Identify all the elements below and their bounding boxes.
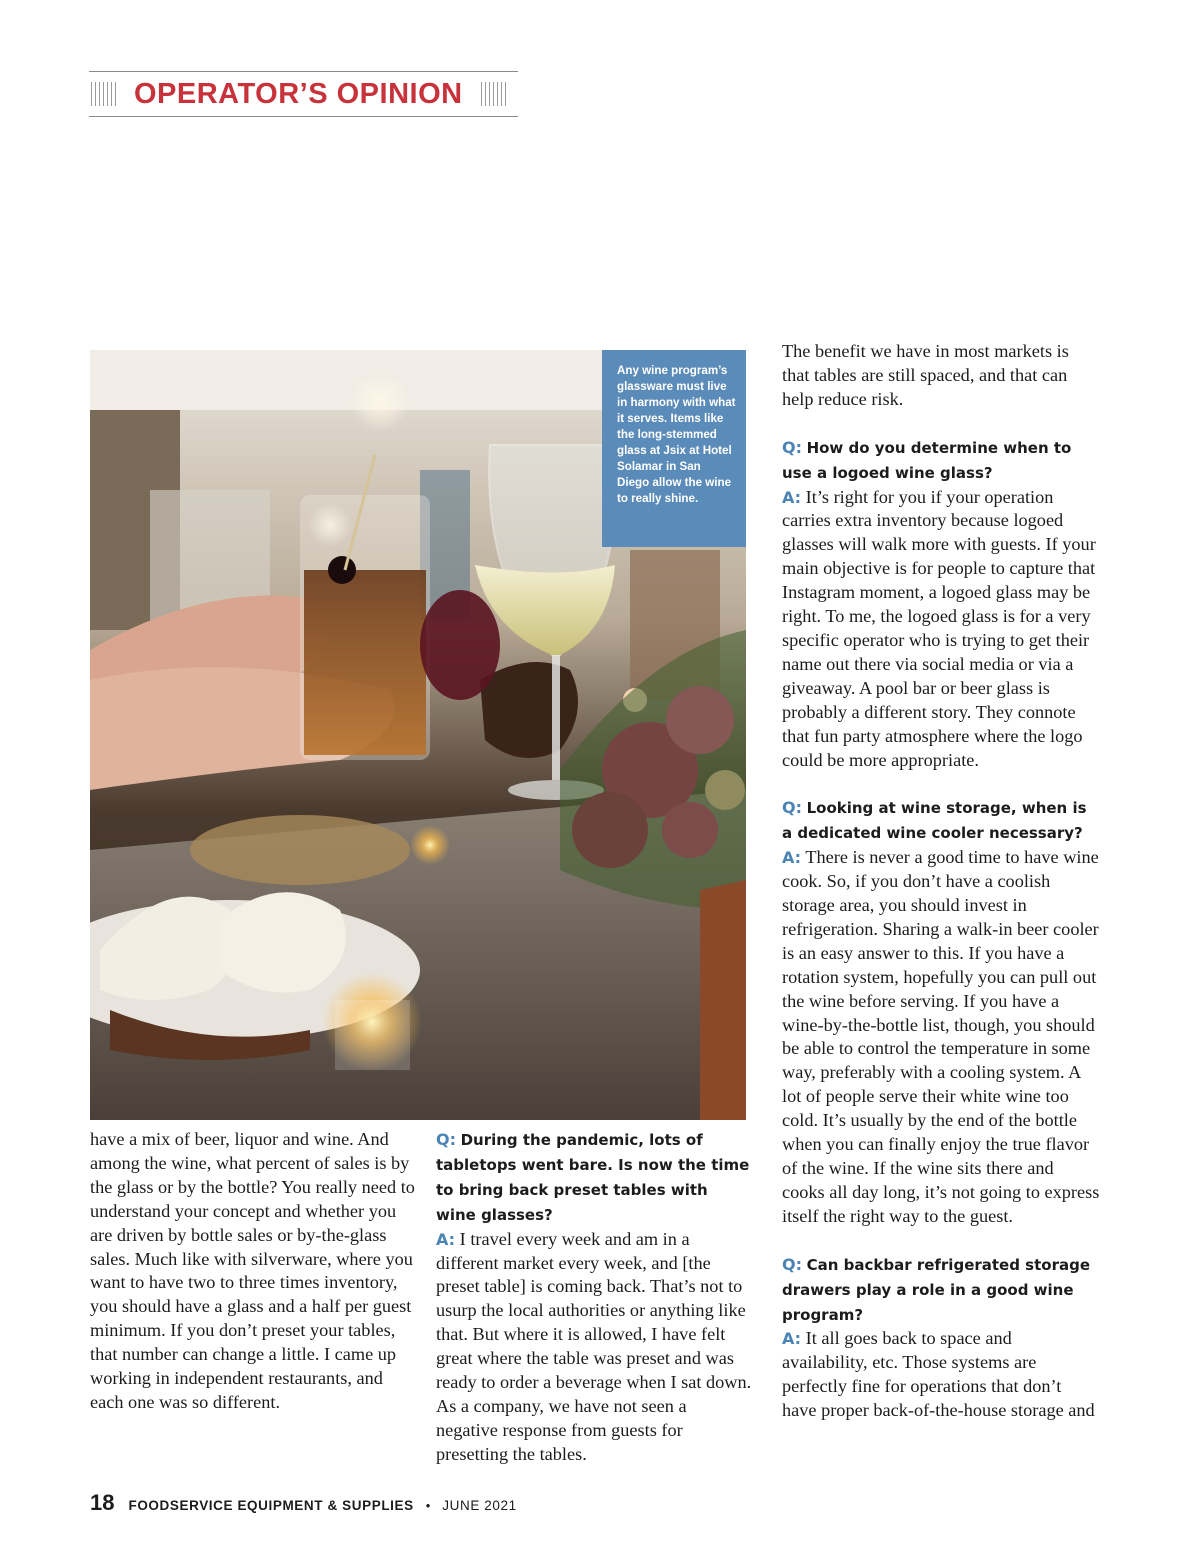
question — [782, 436, 1100, 486]
answer — [782, 1327, 1100, 1423]
answer-text: It all goes back to space and availability, etc. Those systems are perfectly fine for operations that don’t have proper back-of-the-house storage and — [782, 1328, 1095, 1421]
answer-label: A: — [436, 1229, 456, 1249]
footer-separator: • — [425, 1498, 431, 1513]
answer-text: I travel every week and am in a different market every week, and [the preset table] is coming back. That’s not to usurp the local authorities or anything like that. But where it is allowed, I have felt great where the table was preset and was ready to order a beverage when I sat down. As a company, we have not seen a negative response from guests for presetting the tables. — [436, 1228, 752, 1464]
question-label: Q: — [782, 798, 802, 818]
decorative-bars-left — [91, 82, 116, 106]
section-title: OPERATOR’S OPINION — [134, 77, 463, 110]
page-number: 18 — [90, 1490, 115, 1515]
issue-date: JUNE 2021 — [442, 1498, 517, 1513]
question-text: How do you determine when to use a logoed wine glass? — [782, 438, 1072, 482]
column-1 — [90, 1128, 415, 1415]
question-text: During the pandemic, lots of tabletops went bare. Is now the time to bring back preset tables with wine glasses? — [436, 1131, 750, 1224]
publication-name: FOODSERVICE EQUIPMENT & SUPPLIES — [128, 1498, 414, 1513]
answer-text: It’s right for you if your operation carries extra inventory because logoed glasses will walk more with guests. If your main objective is for people to capture that Instagram moment, a logoed glass may be right. To me, the logoed glass is for a very specific operator who is trying to get their name out there via social media or via a giveaway. A pool bar or beer glass is probably a different story. They connote that fun party atmosphere where the logo could be more appropriate. — [782, 486, 1096, 770]
question — [782, 796, 1100, 846]
question-text: Looking at wine storage, when is a dedicated wine cooler necessary? — [782, 799, 1087, 843]
body-paragraph: have a mix of beer, liquor and wine. And among the wine, what percent of sales is by the glass or by the bottle? You really need to understand your concept and whether you are driven by bottle sales or by-the-glass sales. Much like with silverware, where you want to have two to three times inventory, you should have a glass and a half per guest minimum. If you don’t preset your tables, that number can change a little. I came up working in independent restaurants, and each one was so different. — [90, 1129, 415, 1412]
column-2 — [436, 1128, 752, 1467]
answer — [436, 1228, 752, 1467]
column-3 — [782, 340, 1100, 1423]
question — [436, 1128, 752, 1228]
answer-text: There is never a good time to have wine cook. So, if you don’t have a coolish storage area, you should invest in refrigeration. Sharing a walk-in beer cooler is an easy answer to this. If you have a rotation system, hopefully you can pull out the wine before serving. If you have a wine-by-the-bottle list, though, you should be able to control the temperature in some way, preferably with a cooling system. A lot of people serve their white wine too cold. It’s usually by the end of the bottle when you can finally enjoy the true flavor of the wine. If the wine sits there and cooks all day long, it’s not going to express itself the right way to the guest. — [782, 847, 1100, 1226]
answer — [782, 846, 1100, 1229]
page-footer — [90, 1490, 517, 1516]
question — [782, 1253, 1100, 1328]
answer — [782, 486, 1100, 773]
question-label: Q: — [782, 437, 802, 457]
answer-label: A: — [782, 487, 802, 507]
answer-label: A: — [782, 1329, 802, 1349]
photo-caption: Any wine program’s glassware must live in harmony with what it serves. Items like the long-stemmed glass at Jsix at Hotel Solamar in San Diego allow the wine to really shine. — [602, 350, 746, 547]
decorative-bars-right — [481, 82, 506, 106]
question-text: Can backbar refrigerated storage drawers play a role in a good wine program? — [782, 1255, 1091, 1324]
question-label: Q: — [436, 1130, 456, 1149]
intro-paragraph: The benefit we have in most markets is that tables are still spaced, and that can help reduce risk. — [782, 341, 1069, 409]
feature-photo — [90, 350, 746, 1120]
answer-label: A: — [782, 848, 802, 868]
question-label: Q: — [782, 1254, 802, 1274]
section-header — [89, 71, 518, 117]
